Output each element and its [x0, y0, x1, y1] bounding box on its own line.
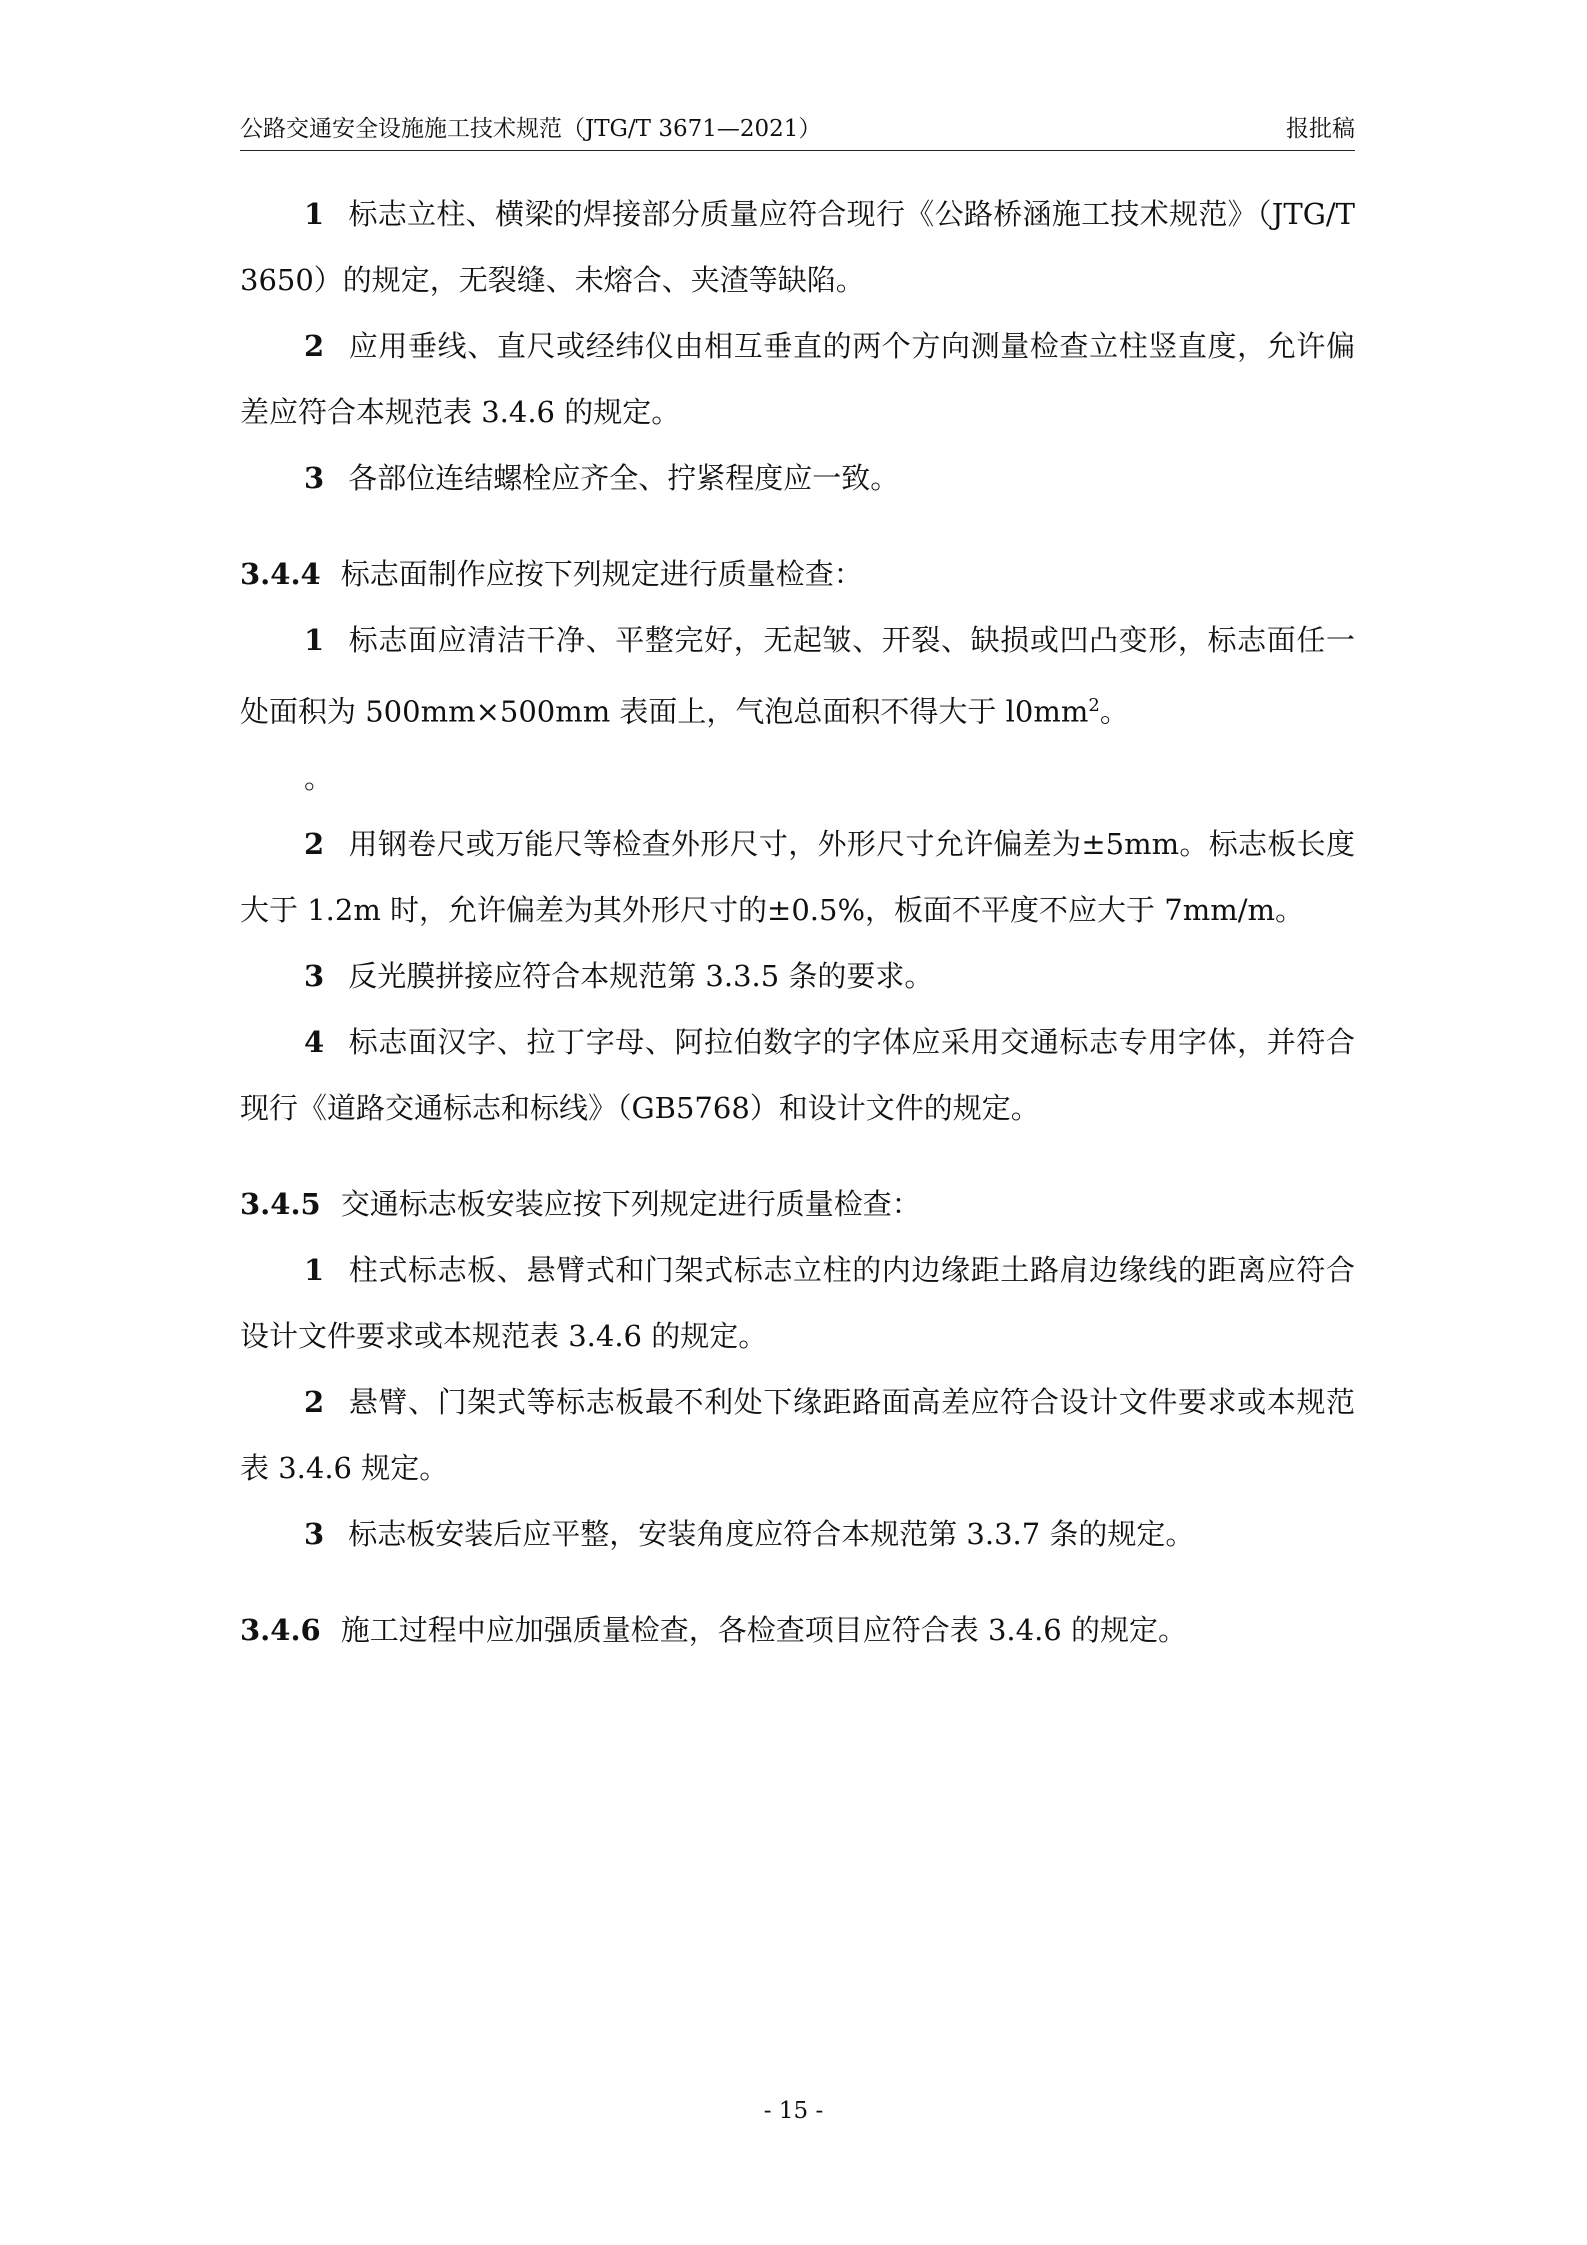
page-header	[240, 108, 1355, 151]
clause-3-4-5	[240, 1171, 1355, 1237]
item-tail: 。	[1099, 694, 1129, 729]
list-item	[240, 445, 1355, 511]
item-number: 3	[304, 958, 325, 993]
item-text: 标志面汉字、拉丁字母、阿拉伯数字的字体应采用交通标志专用字体，并符合现行《道路交通标志和标线》（GB5768）和设计文件的规定。	[240, 1024, 1355, 1125]
list-item	[240, 1369, 1355, 1501]
list-item	[240, 181, 1355, 313]
clause-text: 施工过程中应加强质量检查，各检查项目应符合表 3.4.6 的规定。	[340, 1612, 1187, 1647]
item-number: 3	[304, 1516, 325, 1551]
item-text: 应用垂线、直尺或经纬仪由相互垂直的两个方向测量检查立柱竖直度，允许偏差应符合本规范表 3.4.6 的规定。	[240, 329, 1355, 429]
draft-status: 报批稿	[1286, 116, 1355, 142]
list-item	[240, 1009, 1355, 1141]
list-item	[240, 607, 1355, 745]
list-item	[240, 943, 1355, 1009]
clause-3-4-4	[240, 541, 1355, 607]
clause-3-4-6	[240, 1597, 1355, 1663]
superscript: 2	[1088, 695, 1100, 716]
page-body	[240, 181, 1355, 1663]
list-item	[240, 313, 1355, 445]
item-number: 4	[304, 1024, 325, 1059]
item-text: 反光膜拼接应符合本规范第 3.3.5 条的要求。	[348, 958, 934, 993]
item-text: 柱式标志板、悬臂式和门架式标志立柱的内边缘距土路肩边缘线的距离应符合设计文件要求或本规范表 3.4.6 的规定。	[240, 1252, 1355, 1353]
item-text: 用钢卷尺或万能尺等检查外形尺寸，外形尺寸允许偏差为±5mm。标志板长度大于 1.2m 时，允许偏差为其外形尺寸的±0.5%，板面不平度不应大于 7mm/m。	[240, 826, 1355, 927]
item-number: 2	[304, 1384, 325, 1419]
item-number: 2	[304, 329, 325, 363]
document-title: 公路交通安全设施施工技术规范（JTG/T 3671—2021）	[240, 116, 822, 142]
page-number: - 15 -	[763, 2098, 824, 2124]
item-number: 1	[304, 1252, 325, 1287]
clause-number: 3.4.4	[240, 557, 321, 591]
item-number: 3	[304, 461, 325, 495]
list-item	[240, 811, 1355, 943]
stray-mark: 。	[304, 760, 334, 795]
clause-number: 3.4.5	[240, 1186, 321, 1221]
item-number: 1	[304, 197, 325, 231]
item-text: 标志面应清洁干净、平整完好，无起皱、开裂、缺损或凹凸变形，标志面任一处面积为 500mm×500mm 表面上，气泡总面积不得大于 l0mm	[240, 623, 1355, 729]
clause-text: 标志面制作应按下列规定进行质量检查：	[340, 557, 863, 591]
item-text: 各部位连结螺栓应齐全、拧紧程度应一致。	[348, 461, 900, 495]
item-text: 标志板安装后应平整，安装角度应符合本规范第 3.3.7 条的规定。	[348, 1516, 1195, 1551]
list-item	[240, 1237, 1355, 1369]
clause-text: 交通标志板安装应按下列规定进行质量检查：	[340, 1186, 921, 1221]
item-number: 2	[304, 826, 325, 861]
clause-number: 3.4.6	[240, 1612, 321, 1647]
item-number: 1	[304, 623, 325, 657]
list-item	[240, 1501, 1355, 1567]
item-text: 标志立柱、横梁的焊接部分质量应符合现行《公路桥涵施工技术规范》（JTG/T 3650）的规定，无裂缝、未熔合、夹渣等缺陷。	[240, 197, 1355, 297]
item-text: 悬臂、门架式等标志板最不利处下缘距路面高差应符合设计文件要求或本规范表 3.4.6 规定。	[240, 1384, 1355, 1485]
